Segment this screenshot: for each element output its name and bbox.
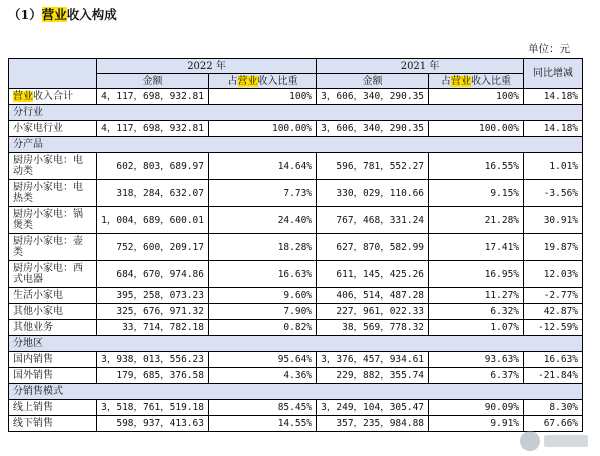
section-row bbox=[9, 105, 583, 121]
amount-2022: 598，937，413.63 bbox=[97, 416, 209, 432]
section-title: 分销售模式 bbox=[9, 384, 583, 400]
row-label: 厨房小家电：西式电器 bbox=[9, 261, 97, 288]
yoy-change: -2.77% bbox=[524, 288, 583, 304]
share-2022: 16.63% bbox=[209, 261, 317, 288]
table-row bbox=[9, 207, 583, 234]
table-row bbox=[9, 416, 583, 432]
share-2021: 6.32% bbox=[429, 304, 524, 320]
section-title: 分地区 bbox=[9, 336, 583, 352]
header-row-years bbox=[9, 59, 583, 74]
row-label: 厨房小家电：壶类 bbox=[9, 234, 97, 261]
table-row bbox=[9, 261, 583, 288]
total-label bbox=[9, 89, 97, 105]
header-share-2021 bbox=[429, 74, 524, 89]
share-2022: 7.90% bbox=[209, 304, 317, 320]
table-row bbox=[9, 234, 583, 261]
row-label: 生活小家电 bbox=[9, 288, 97, 304]
share-2022: 4.36% bbox=[209, 368, 317, 384]
row-label: 其他小家电 bbox=[9, 304, 97, 320]
total-amount-2021: 3，606，340，290.35 bbox=[317, 89, 429, 105]
total-yoy: 14.18% bbox=[524, 89, 583, 105]
total-label-rest: 收入合计 bbox=[33, 91, 73, 102]
header-blank-cell bbox=[9, 59, 97, 89]
amount-2022: 179，685，376.58 bbox=[97, 368, 209, 384]
row-label: 厨房小家电：电动类 bbox=[9, 153, 97, 180]
amount-2021: 3，376，457，934.61 bbox=[317, 352, 429, 368]
header-share-2022 bbox=[209, 74, 317, 89]
share-2021: 9.15% bbox=[429, 180, 524, 207]
yoy-change: 12.03% bbox=[524, 261, 583, 288]
header-year-2022: 2022 年 bbox=[97, 59, 317, 74]
header-yoy: 同比增减 bbox=[524, 59, 583, 89]
row-label: 线上销售 bbox=[9, 400, 97, 416]
amount-2021: 3，606，340，290.35 bbox=[317, 121, 429, 137]
amount-2022: 325，676，971.32 bbox=[97, 304, 209, 320]
watermark-mark-icon bbox=[520, 431, 540, 451]
table-row bbox=[9, 304, 583, 320]
amount-2022: 3，938，013，556.23 bbox=[97, 352, 209, 368]
share-2022: 100.00% bbox=[209, 121, 317, 137]
amount-2021: 3，249，104，305.47 bbox=[317, 400, 429, 416]
share-2022: 0.82% bbox=[209, 320, 317, 336]
amount-2021: 330，029，110.66 bbox=[317, 180, 429, 207]
yoy-change: -3.56% bbox=[524, 180, 583, 207]
watermark-logo bbox=[520, 430, 590, 452]
yoy-change: 42.87% bbox=[524, 304, 583, 320]
amount-2022: 318，284，632.07 bbox=[97, 180, 209, 207]
amount-2021: 611，145，425.26 bbox=[317, 261, 429, 288]
revenue-composition-table bbox=[8, 58, 583, 432]
share-2021: 9.91% bbox=[429, 416, 524, 432]
amount-2022: 395，258，073.23 bbox=[97, 288, 209, 304]
yoy-change: 30.91% bbox=[524, 207, 583, 234]
header-share-prefix: 占 bbox=[441, 75, 452, 87]
share-2022: 24.40% bbox=[209, 207, 317, 234]
header-share-highlight: 营业 bbox=[237, 75, 258, 87]
share-2021: 16.95% bbox=[429, 261, 524, 288]
yoy-change: -12.59% bbox=[524, 320, 583, 336]
share-2021: 90.09% bbox=[429, 400, 524, 416]
amount-2021: 596，781，552.27 bbox=[317, 153, 429, 180]
total-row bbox=[9, 89, 583, 105]
section-row bbox=[9, 137, 583, 153]
table-row bbox=[9, 400, 583, 416]
yoy-change: 1.01% bbox=[524, 153, 583, 180]
share-2021: 11.27% bbox=[429, 288, 524, 304]
table-row bbox=[9, 153, 583, 180]
amount-2021: 229，882，355.74 bbox=[317, 368, 429, 384]
amount-2022: 33，714，782.18 bbox=[97, 320, 209, 336]
amount-2021: 227，961，022.33 bbox=[317, 304, 429, 320]
row-label: 厨房小家电：电热类 bbox=[9, 180, 97, 207]
table-row bbox=[9, 368, 583, 384]
header-share-prefix: 占 bbox=[227, 75, 238, 87]
header-share-suffix: 收入比重 bbox=[257, 75, 298, 87]
share-2021: 100.00% bbox=[429, 121, 524, 137]
yoy-change: 14.18% bbox=[524, 121, 583, 137]
row-label: 国外销售 bbox=[9, 368, 97, 384]
amount-2022: 1，004，689，600.01 bbox=[97, 207, 209, 234]
section-title: 分产品 bbox=[9, 137, 583, 153]
section-heading bbox=[8, 5, 117, 23]
row-label: 其他业务 bbox=[9, 320, 97, 336]
header-amount-2021: 金额 bbox=[317, 74, 429, 89]
share-2021: 93.63% bbox=[429, 352, 524, 368]
yoy-change: 19.87% bbox=[524, 234, 583, 261]
amount-2022: 752，600，209.17 bbox=[97, 234, 209, 261]
header-share-suffix: 收入比重 bbox=[471, 75, 512, 87]
total-share-2022: 100% bbox=[209, 89, 317, 105]
heading-suffix: 收入构成 bbox=[66, 7, 117, 22]
yoy-change: 67.66% bbox=[524, 416, 583, 432]
unit-label: 单位：元 bbox=[528, 43, 570, 55]
heading-prefix: （1） bbox=[8, 7, 42, 22]
share-2022: 85.45% bbox=[209, 400, 317, 416]
table-row bbox=[9, 180, 583, 207]
total-label-highlight: 营业 bbox=[13, 91, 33, 102]
yoy-change: 8.30% bbox=[524, 400, 583, 416]
share-2022: 14.64% bbox=[209, 153, 317, 180]
total-share-2021: 100% bbox=[429, 89, 524, 105]
amount-2021: 38，569，778.32 bbox=[317, 320, 429, 336]
table-row bbox=[9, 121, 583, 137]
share-2022: 18.28% bbox=[209, 234, 317, 261]
amount-2021: 767，468，331.24 bbox=[317, 207, 429, 234]
row-label: 厨房小家电：锅煲类 bbox=[9, 207, 97, 234]
header-amount-2022: 金额 bbox=[97, 74, 209, 89]
total-amount-2022: 4，117，698，932.81 bbox=[97, 89, 209, 105]
share-2021: 6.37% bbox=[429, 368, 524, 384]
row-label: 国内销售 bbox=[9, 352, 97, 368]
table-row bbox=[9, 320, 583, 336]
section-title: 分行业 bbox=[9, 105, 583, 121]
amount-2021: 627，870，582.99 bbox=[317, 234, 429, 261]
amount-2021: 357，235，984.88 bbox=[317, 416, 429, 432]
share-2022: 9.60% bbox=[209, 288, 317, 304]
header-share-highlight: 营业 bbox=[451, 75, 472, 87]
share-2021: 21.28% bbox=[429, 207, 524, 234]
share-2021: 1.07% bbox=[429, 320, 524, 336]
amount-2022: 684，670，974.86 bbox=[97, 261, 209, 288]
amount-2021: 406，514，487.28 bbox=[317, 288, 429, 304]
share-2021: 17.41% bbox=[429, 234, 524, 261]
amount-2022: 3，518，761，519.18 bbox=[97, 400, 209, 416]
amount-2022: 4，117，698，932.81 bbox=[97, 121, 209, 137]
share-2022: 95.64% bbox=[209, 352, 317, 368]
section-row bbox=[9, 336, 583, 352]
section-row bbox=[9, 384, 583, 400]
share-2021: 16.55% bbox=[429, 153, 524, 180]
share-2022: 7.73% bbox=[209, 180, 317, 207]
share-2022: 14.55% bbox=[209, 416, 317, 432]
watermark-text-block bbox=[544, 435, 588, 447]
table-row bbox=[9, 288, 583, 304]
header-year-2021: 2021 年 bbox=[317, 59, 524, 74]
table-row bbox=[9, 352, 583, 368]
yoy-change: -21.84% bbox=[524, 368, 583, 384]
heading-highlight: 营业 bbox=[41, 7, 67, 22]
yoy-change: 16.63% bbox=[524, 352, 583, 368]
row-label: 小家电行业 bbox=[9, 121, 97, 137]
amount-2022: 602，803，689.97 bbox=[97, 153, 209, 180]
row-label: 线下销售 bbox=[9, 416, 97, 432]
